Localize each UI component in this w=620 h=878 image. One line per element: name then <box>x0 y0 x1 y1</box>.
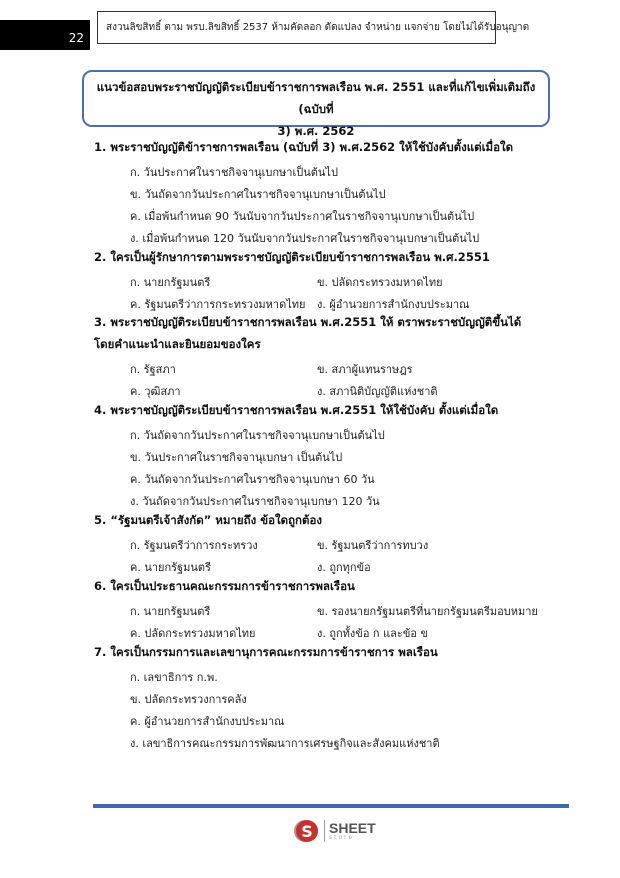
q5-option-c: ค. นายกรัฐมนตรี <box>130 561 211 574</box>
q4-option-c: ค. วันถัดจากวันประกาศในราชกิจจานุเบกษา 60 วัน <box>130 473 375 486</box>
q7-option-a: ก. เลขาธิการ ก.พ. <box>130 671 218 684</box>
copyright-notice: สงวนลิขสิทธิ์ ตาม พรบ.ลิขสิทธิ์ 2537 ห้ามคัดลอก ดัดแปลง จำหน่าย แจกจ่าย โดยไม่ได้รับอนุญาต <box>97 11 496 44</box>
q5-option-d: ง. ถูกทุกข้อ <box>317 561 371 574</box>
title-line-2: 3) พ.ศ. 2562 <box>277 124 355 138</box>
logo-sub: store <box>329 834 355 841</box>
logo-s-icon: S <box>296 820 318 842</box>
q5-option-b: ข. รัฐมนตรีว่าการทบวง <box>317 539 429 552</box>
q1-option-c: ค. เมื่อพ้นกำหนด 90 วันนับจากวันประกาศในราชกิจจานุเบกษาเป็นต้นไป <box>130 210 475 223</box>
q1-option-b: ข. วันถัดจากวันประกาศในราชกิจจานุเบกษาเป็นต้นไป <box>130 188 386 201</box>
title-line-1: แนวข้อสอบพระราชบัญญัติระเบียบข้าราชการพลเรือน พ.ศ. 2551 และที่แก้ไขเพิ่มเติมถึง (ฉบับที่ <box>96 80 536 116</box>
question-3: 3. พระราชบัญญัติระเบียบข้าราชการพลเรือน พ.ศ.2551 ให้ ตราพระราชบัญญัติขึ้นได้โดยคำแนะนำและยินยอมของใคร <box>94 315 522 351</box>
q2-option-b: ข. ปลัดกระทรวงมหาดไทย <box>317 276 443 289</box>
logo-divider <box>324 820 325 842</box>
q3-option-b: ข. สภาผู้แทนราษฎร <box>317 363 413 376</box>
question-7: 7. ใครเป็นกรรมการและเลขานุการคณะกรรมการข้าราชการ พลเรือน <box>94 645 438 659</box>
q2-option-c: ค. รัฐมนตรีว่าการกระทรวงมหาดไทย <box>130 298 306 311</box>
logo-name: SHEET <box>329 820 376 836</box>
q2-option-a: ก. นายกรัฐมนตรี <box>130 276 211 289</box>
q1-option-d: ง. เมื่อพ้นกำหนด 120 วันนับจากวันประกาศในราชกิจจานุเบกษาเป็นต้นไป <box>130 232 480 245</box>
q6-option-a: ก. นายกรัฐมนตรี <box>130 605 211 618</box>
q3-option-d: ง. สภานิติบัญญัติแห่งชาติ <box>317 385 438 398</box>
q3-option-a: ก. รัฐสภา <box>130 363 176 376</box>
q5-option-a: ก. รัฐมนตรีว่าการกระทรวง <box>130 539 258 552</box>
q6-option-d: ง. ถูกทั้งข้อ ก และข้อ ข <box>317 627 428 640</box>
q3-option-c: ค. วุฒิสภา <box>130 385 181 398</box>
question-2: 2. ใครเป็นผู้รักษาการตามพระราชบัญญัติระเบียบข้าราชการพลเรือน พ.ศ.2551 <box>94 250 490 264</box>
q1-option-a: ก. วันประกาศในราชกิจจานุเบกษาเป็นต้นไป <box>130 166 338 179</box>
question-5: 5. “รัฐมนตรีเจ้าสังกัด” หมายถึง ข้อใดถูกต้อง <box>94 513 323 527</box>
question-1: 1. พระราชบัญญัติข้าราชการพลเรือน (ฉบับที่ 3) พ.ศ.2562 ให้ใช้บังคับตั้งแต่เมื่อใด <box>94 140 514 154</box>
q4-option-a: ก. วันถัดจากวันประกาศในราชกิจจานุเบกษาเป็นต้นไป <box>130 429 385 442</box>
q2-option-d: ง. ผู้อำนวยการสำนักงบประมาณ <box>317 298 470 311</box>
question-4: 4. พระราชบัญญัติระเบียบข้าราชการพลเรือน พ.ศ.2551 ให้ใช้บังคับ ตั้งแต่เมื่อใด <box>94 403 499 417</box>
question-6: 6. ใครเป็นประธานคณะกรรมการข้าราชการพลเรือน <box>94 579 355 593</box>
q6-option-c: ค. ปลัดกระทรวงมหาดไทย <box>130 627 256 640</box>
document-title <box>82 70 550 138</box>
footer-divider <box>93 804 569 808</box>
q7-option-d: ง. เลขาธิการคณะกรรมการพัฒนาการเศรษฐกิจและสังคมแห่งชาติ <box>130 737 440 750</box>
q4-option-d: ง. วันถัดจากวันประกาศในราชกิจจานุเบกษา 120 วัน <box>130 495 380 508</box>
page-number: 22 <box>0 20 90 50</box>
q4-option-b: ข. วันประกาศในราชกิจจานุเบกษา เป็นต้นไป <box>130 451 343 464</box>
q7-option-c: ค. ผู้อำนวยการสำนักงบประมาณ <box>130 715 285 728</box>
q6-option-b: ข. รองนายกรัฐมนตรีที่นายกรัฐมนตรีมอบหมาย <box>317 605 538 618</box>
logo-text <box>329 821 376 841</box>
sheet-store-logo <box>296 816 376 846</box>
q7-option-b: ข. ปลัดกระทรวงการคลัง <box>130 693 247 706</box>
